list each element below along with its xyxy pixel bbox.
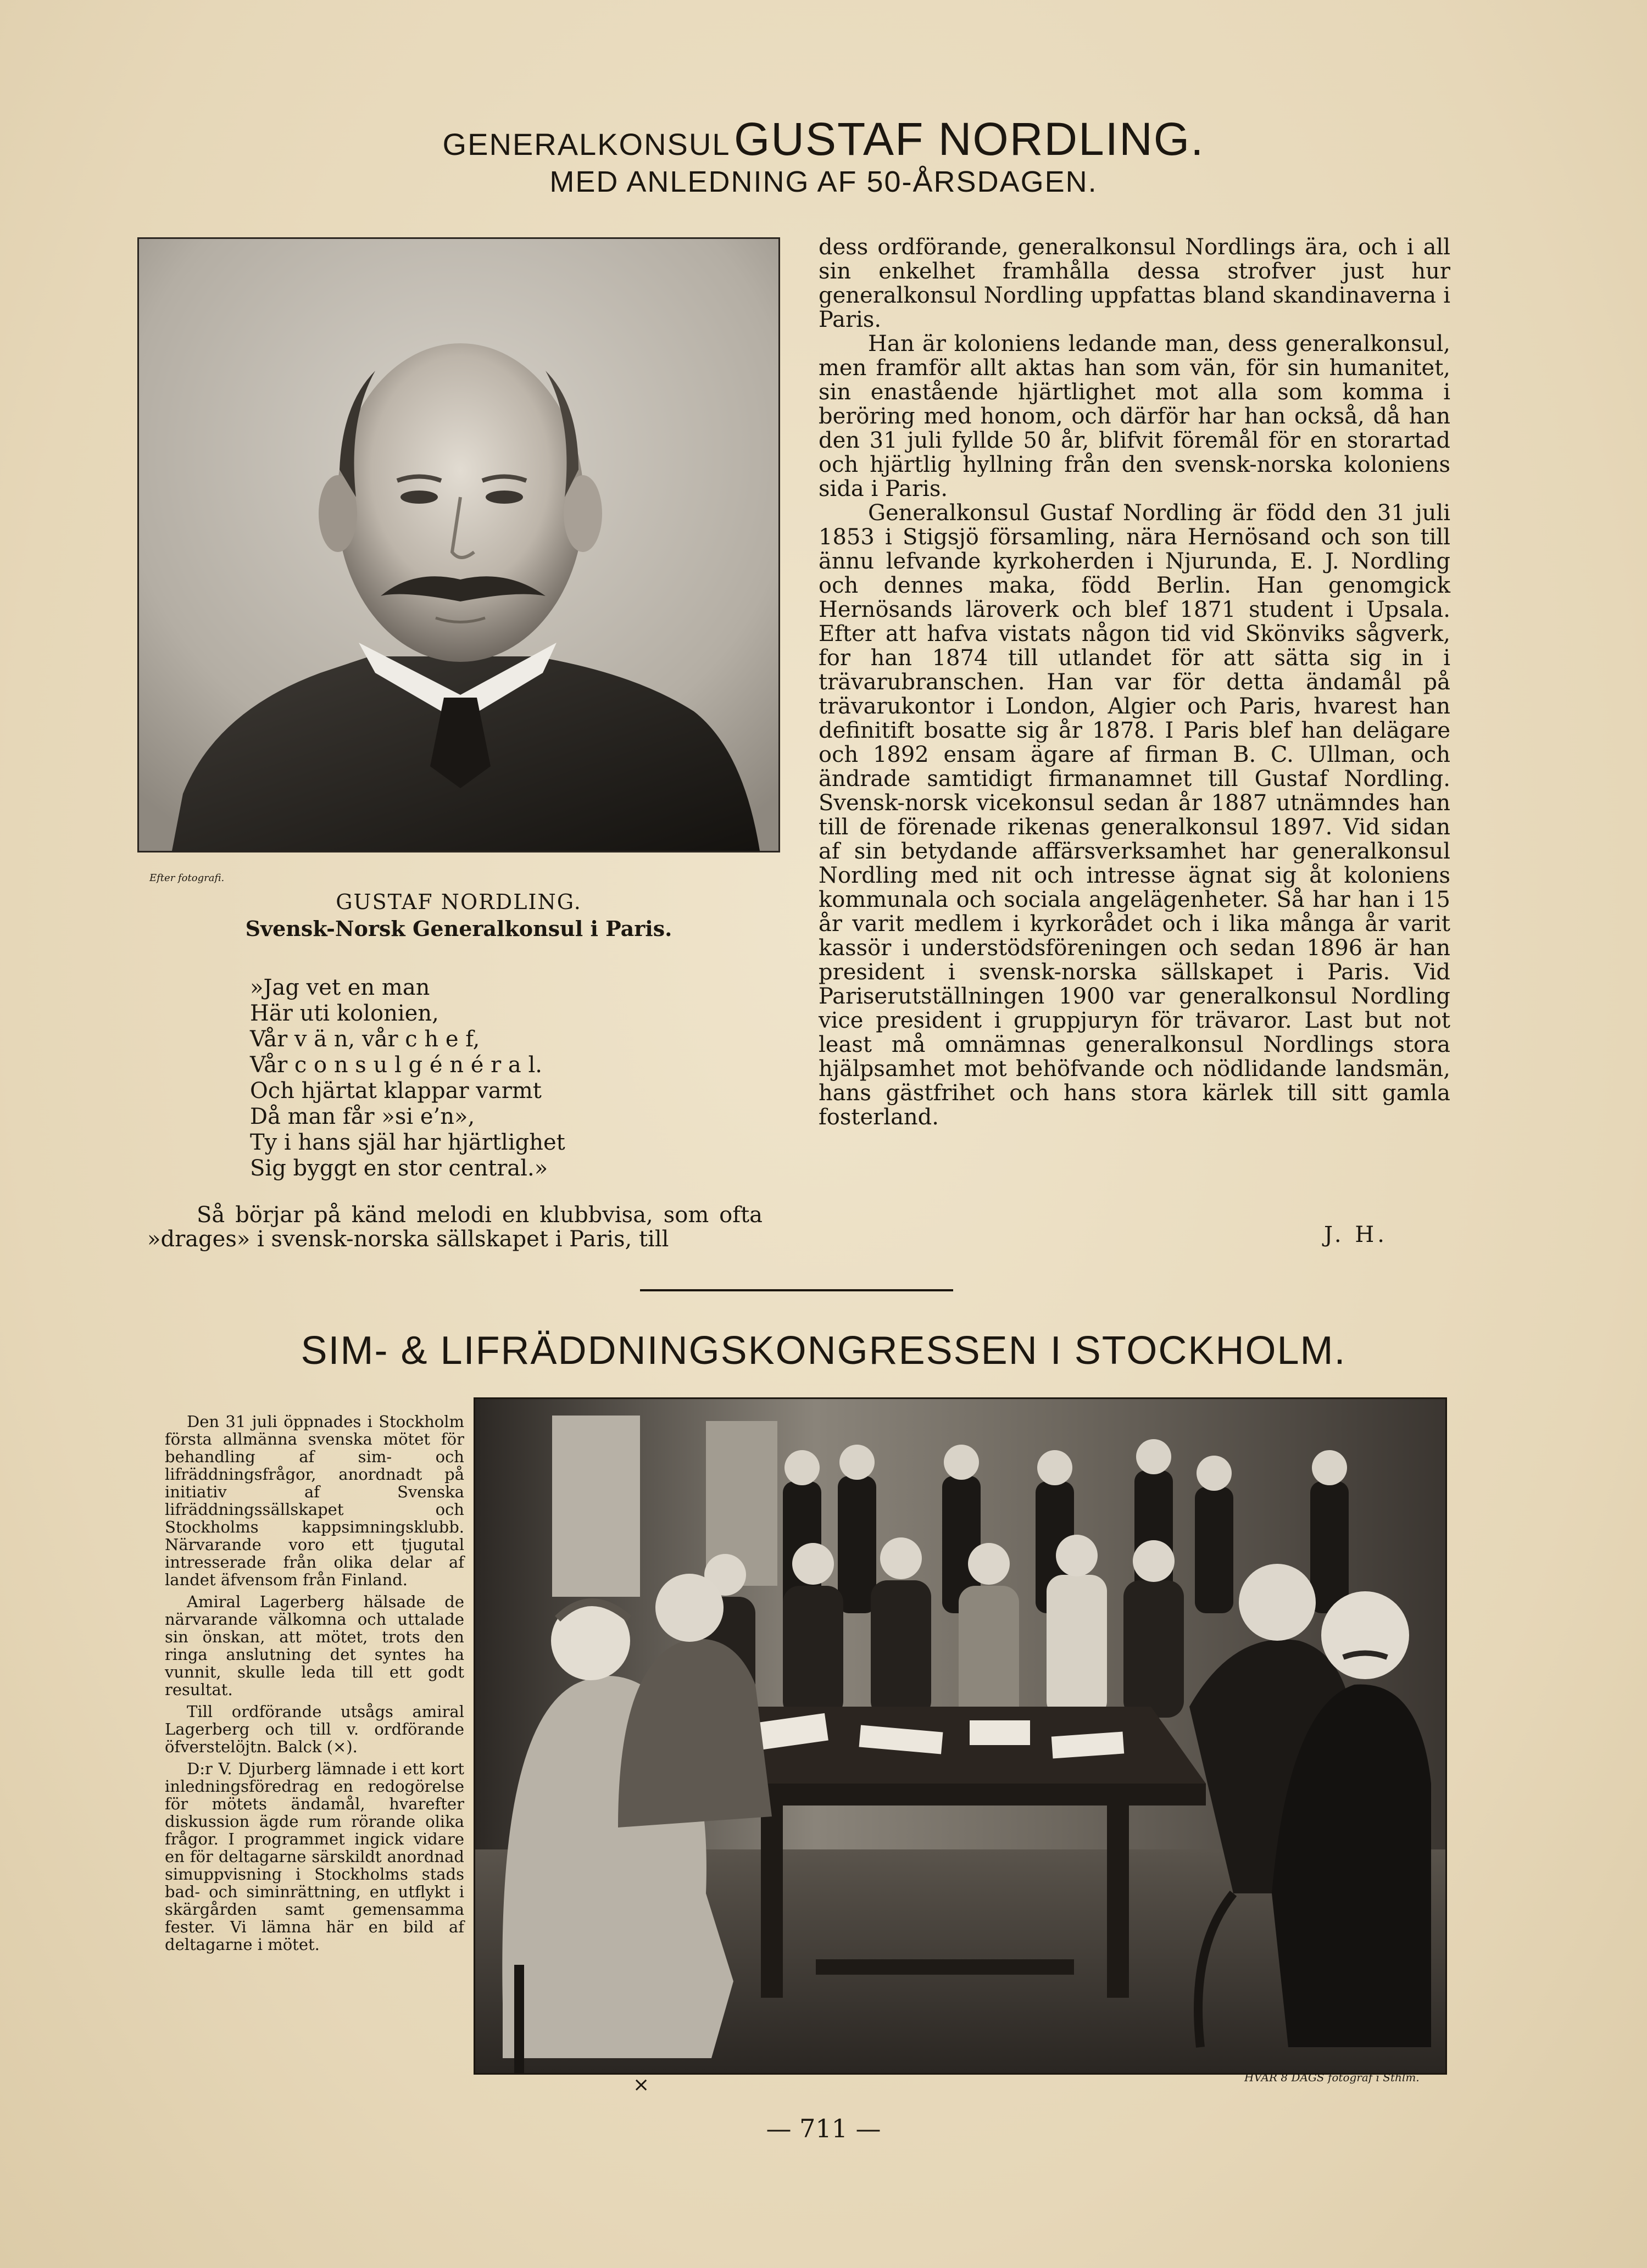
- section-heading: SIM- & LIFRÄDDNINGSKONGRESSEN I STOCKHOLM.: [301, 1329, 1346, 1373]
- poem-line: Här uti kolonien,: [250, 1001, 439, 1026]
- portrait-caption-name: GUSTAF NORDLING.: [336, 890, 582, 914]
- article-subtitle: MED ANLEDNING AF 50-ÅRSDAGEN.: [549, 165, 1098, 198]
- group-photo-illustration: [475, 1399, 1445, 2073]
- page-number: — 711 —: [766, 2114, 881, 2143]
- congress-paragraph: Den 31 juli öppnades i Stockholm första allmänna svenska mötet för behandling af sim- och lifräddningsfrågor, anordnadt på initiativ af Svenska lifräddningssällskapet och Stockholms kappsimningsklubb. Närvarande voro ett tjugutal intresserade från olika delar af landet äfvensom från Finland.: [165, 1412, 464, 1589]
- article-right-column: [819, 235, 1450, 1129]
- congress-paragraph: Till ordförande utsågs amiral Lagerberg och till v. ordförande öfverstelöjtn. Balck (×).: [165, 1702, 464, 1756]
- photo-cross-mark: ×: [633, 2074, 650, 2096]
- title-prefix: GENERALKONSUL: [442, 127, 731, 161]
- congress-text-column: [165, 1413, 464, 1958]
- section-divider: [640, 1289, 953, 1291]
- article-paragraph: dess ordförande, generalkonsul Nordlings ära, och i all sin enkelhet framhålla dessa strofver just hur generalkonsul Nordling uppfattas bland skandinaverna i Paris.: [819, 235, 1450, 332]
- group-photo: [474, 1397, 1447, 2075]
- title-name: GUSTAF NORDLING.: [733, 113, 1205, 165]
- congress-paragraph: Amiral Lagerberg hälsade de närvarande välkomna och uttalade sin önskan, att mötet, trots den ringa anslutning det syntes ha vunnit, skulle leda till ett godt resultat.: [165, 1592, 464, 1699]
- poem-line: Vår c o n s u l g é n é r a l.: [250, 1052, 542, 1078]
- poem-line: Vår v ä n, vår c h e f,: [250, 1027, 480, 1052]
- poem-line: Sig byggt en stor central.»: [250, 1156, 548, 1181]
- article-left-paragraph: Så börjar på känd melodi en klubbvisa, som ofta »drages» i svensk-norska sällskapet i Paris, till: [147, 1202, 763, 1252]
- portrait-caption-subtitle: Svensk-Norsk Generalkonsul i Paris.: [245, 916, 672, 941]
- poem-line: Och hjärtat klappar varmt: [250, 1078, 542, 1104]
- portrait-photo: [137, 237, 780, 852]
- article-paragraph: Han är koloniens ledande man, dess generalkonsul, men framför allt aktas han som vän, för sin humanitet, sin enastående hjärtlighet mot alla som komma i beröring med honom, och därför har han också, då han den 31 juli fyllde 50 år, blifvit föremål för en storartad och hjärtlig hyllning från den svensk-norska koloniens sida i Paris.: [819, 331, 1450, 501]
- article-signature: J. H.: [1324, 1222, 1388, 1247]
- portrait-credit: Efter fotografi.: [149, 872, 225, 884]
- article-title: [0, 113, 1647, 166]
- congress-paragraph: D:r V. Djurberg lämnade i ett kort inledningsföredrag en redogörelse för mötets ändamål, hvarefter diskussion ägde rum rörande olika frågor. I programmet ingick vidare en för deltagarne särskildt anordnad simuppvisning i Stockholms stads bad- och siminrättning, en utflykt i skärgården samt gemensamma fester. Vi lämna här en bild af deltagarne i mötet.: [165, 1759, 464, 1954]
- article-paragraph: Generalkonsul Gustaf Nordling är född den 31 juli 1853 i Stigsjö församling, nära Hernösand och son till ännu lefvande kyrkoherden i Njurunda, E. J. Nordling och dennes maka, född Berlin. Han genomgick Hernösands läroverk och blef 1871 student i Upsala. Efter att hafva vistats någon tid vid Skönviks sågverk, for han 1874 till utlandet för att sätta sig in i trävarubranschen. Han var för detta ändamål på trävarukontor i London, Algier och Paris, hvarest han definitift bosatte sig år 1878. I Paris blef han delägare och 1892 ensam ägare af firman B. C. Ullman, och ändrade samtidigt firmanamnet till Gustaf Nordling. Svensk-norsk vicekonsul sedan år 1887 utnämndes han till de förenade rikenas generalkonsul 1897. Vid sidan af sin betydande affärsverksamhet har generalkonsul Nordling med nit och intresse ägnat sig åt koloniens kommunala och sociala angelägenheter. Så har han i 15 år varit medlem i kyrkorådet och i lika många år varit kassör i understödsföreningen och sedan 1896 är han president i svensk-norska sällskapet i Paris. Vid Pariserutställningen 1900 var generalkonsul Nordling vice president i gruppjuryn för trävaror. Last but not least må omnämnas generalkonsul Nordlings stora hjälpsamhet mot behöfvande och nödlidande landsmän, hans gästfrihet och hans stora kärlek till sitt gamla fosterland.: [819, 500, 1450, 1130]
- poem: [250, 975, 744, 1182]
- poem-line: Då man får »si e’n»,: [250, 1104, 475, 1129]
- poem-line: »Jag vet en man: [250, 975, 430, 1000]
- portrait-illustration: [139, 239, 778, 851]
- group-photo-credit: HVAR 8 DAGS fotograf i Sthlm.: [1244, 2071, 1420, 2084]
- poem-line: Ty i hans själ har hjärtlighet: [250, 1130, 565, 1155]
